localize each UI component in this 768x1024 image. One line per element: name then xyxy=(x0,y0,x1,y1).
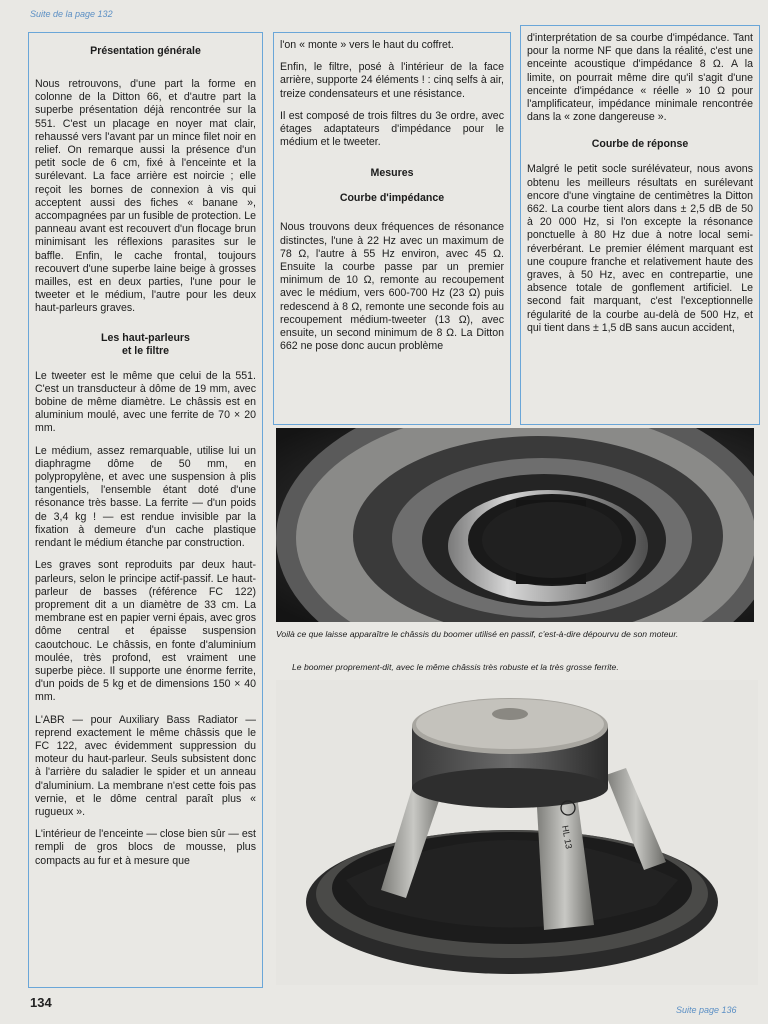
column-1 xyxy=(28,32,263,988)
heading-courbe-impedance: Courbe d'impédance xyxy=(339,192,445,205)
paragraph: L'intérieur de l'enceinte — close bien sûr — est rempli de gros blocs de mousse, plus compacts au fur et à mesure que xyxy=(35,828,256,867)
continued-from-note: Suite de la page 132 xyxy=(30,9,113,19)
heading-mesures: Mesures xyxy=(370,167,414,180)
paragraph: Il est composé de trois filtres du 3e ordre, avec étages adaptateurs d'impédance pour le médium et le tweeter. xyxy=(280,109,504,149)
column-2 xyxy=(273,32,511,425)
page-number: 134 xyxy=(30,995,52,1010)
chassis-label: HL 13 xyxy=(560,824,574,850)
column-3 xyxy=(520,25,760,425)
paragraph: Les graves sont reproduits par deux haut-parleurs, selon le principe actif-passif. Le haut-parleur de basses (référence FC 122) proprement dit a un diamètre de 33 cm. La membrane est en papier verni épais, avec gros dôme central et épaisse suspension caoutchouc. Le châssis, en fonte d'aluminium moulée, très profond, est vraiment une superbe pièce. Il supporte une énorme ferrite, d'un poids de 5 kg et de dimensions 150 × 40 mm. xyxy=(35,559,256,704)
paragraph: Le médium, assez remarquable, utilise lui un diaphragme dôme de 50 mm, en polypropylène, et avec une suspension à plis tangentiels, l'ensemble étant doté d'une résonance très basse. La ferrite — d'un poids de 3,4 kg ! — est rendue invisible par la fixation à demeure d'un cache plastique rendant le médium étanche par construction. xyxy=(35,444,256,550)
paragraph: Malgré le petit socle surélévateur, nous avons obtenu les meilleurs résultats en surélevant encore d'une vingtaine de centimètres la Ditton 662. La courbe tient alors dans ± 2,5 dB de 50 à 20 000 Hz, si l'on excepte la résonance ponctuelle à 80 Hz due à notre local semi-réverbérant. Le premier élément marquant est une coupure franche et relativement haute des graves, à 50 Hz, avec en contrepartie, une absence totale de gonflement artificiel. Le second fait marquant, c'est l'exceptionnelle régularité de la courbe au-delà de 500 Hz, et qui tient dans ± 1,5 dB sans aucun accident, xyxy=(527,163,753,334)
paragraph: L'ABR — pour Auxiliary Bass Radiator — reprend exactement le même châssis que le FC 122, avec évidemment suppression du moteur du haut-parleur. Seuls subsistent donc à l'arrière du saladier le spider et un anneau d'aluminium. La membrane n'est cette fois pas vernie, et le dôme central paraît plus « rugueux ». xyxy=(35,713,256,818)
paragraph: d'interprétation de sa courbe d'impédance. Tant pour la norme NF que dans la réalité, c'est une enceinte acoustique d'impédance 8 Ω. A la limite, on pourrait même dire qu'il s'agit d'une enceinte d'impédance « réelle » 10 Ω pour l'amplificateur, impédance minimale rencontrée dans la « zone dangereuse ». xyxy=(527,32,753,124)
paragraph: Nous retrouvons, d'une part la forme en colonne de la Ditton 66, et d'autre part la superbe présentation déjà rencontrée sur la 551. C'est un placage en noyer mat clair, rehaussé vers l'avant par un mince filet noir en relief. On remarque aussi la présence d'un petit socle de 6 cm, fixé à l'enceinte et la surélevant. La face arrière est noircie ; elle reçoit les bornes de connexion à vis qui acceptent aussi des fiches « banane », accompagnées par un fusible de protection. Le panneau avant est recouvert d'un flocage brun minimisant les réflexions parasites sur le baffle. Enfin, le cache frontal, toujours recouvert d'une superbe laine beige à grosses mailles, est en deux parties, l'une pour le tweeter et le médium, l'autre pour les deux haut-parleurs graves. xyxy=(35,78,256,315)
paragraph: Le tweeter est le même que celui de la 551. C'est un transducteur à dôme de 19 mm, avec bobine de même diamètre. Le châssis est en aluminium moulé, avec une ferrite de 70 × 20 mm. xyxy=(35,369,256,435)
photo-boomer xyxy=(276,680,758,985)
heading-haut-parleurs: Les haut-parleurs et le filtre xyxy=(101,331,190,357)
heading-courbe-reponse: Courbe de réponse xyxy=(591,138,689,151)
caption-photo-1: Voilà ce que laisse apparaître le châssis du boomer utilisé en passif, c'est-à-dire dépourvu de son moteur. xyxy=(276,629,679,639)
paragraph: Enfin, le filtre, posé à l'intérieur de la face arrière, supporte 24 éléments ! : cinq selfs à air, treize condensateurs et une résistance. xyxy=(280,61,504,100)
boomer-illustration xyxy=(276,680,758,985)
continued-on-note: Suite page 136 xyxy=(676,1005,737,1015)
heading-presentation: Présentation générale xyxy=(90,45,201,57)
paragraph: l'on « monte » vers le haut du coffret. xyxy=(280,39,454,51)
photo-passive-boomer-chassis xyxy=(276,428,754,622)
paragraph: Nous trouvons deux fréquences de résonance distinctes, l'une à 22 Hz avec un maximum de 78 Ω, l'autre à 55 Hz environ, avec 45 Ω. Ensuite la courbe passe par un premier minimum de 10 Ω, remonte au recoupement avec le médium, vers 600-700 Hz (23 Ω) puis redescend à 8 Ω, remonte une seconde fois au recoupement médium-tweeter (13 Ω), avec ensuite, un second minimum de 8 Ω. La Ditton 662 ne pose donc aucun problème xyxy=(280,221,504,353)
caption-photo-2: Le boomer proprement-dit, avec le même châssis très robuste et la très grosse ferrite. xyxy=(292,662,619,672)
chassis-illustration xyxy=(276,428,754,622)
